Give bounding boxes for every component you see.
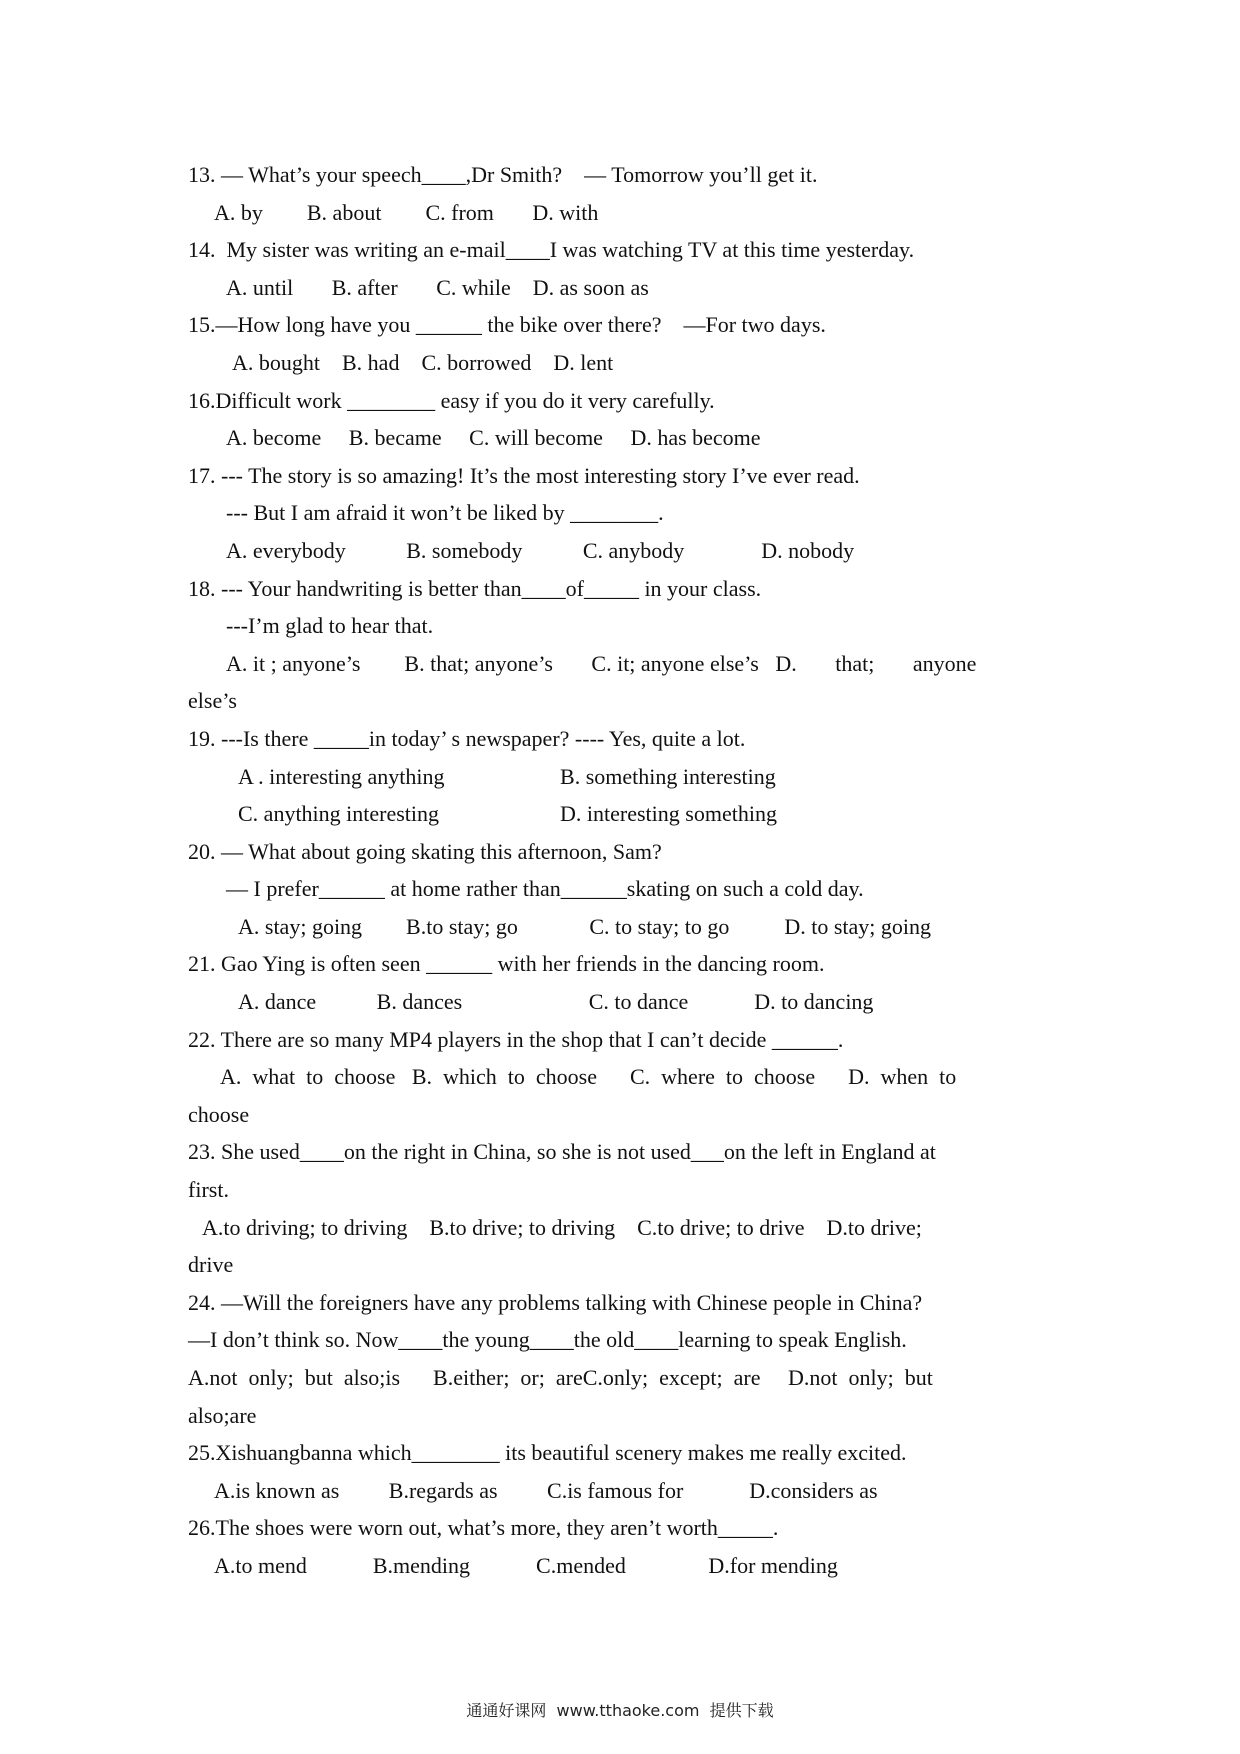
page-footer: 通通好课网 www.tthaoke.com 提供下载: [466, 1701, 774, 1720]
question-26: 26.The shoes were worn out, what’s more, they aren’t worth_____.: [188, 1515, 779, 1541]
options-18-cont: else’s: [188, 688, 237, 714]
options-13: A. by B. about C. from D. with: [214, 199, 599, 225]
options-19-ab: A . interesting anything B. something interesting: [238, 763, 776, 789]
options-16: A. become B. became C. will become D. has become: [226, 425, 761, 451]
question-20-reply: — I prefer______ at home rather than______skating on such a cold day.: [226, 876, 864, 902]
options-26: A.to mend B.mending C.mended D.for mending: [214, 1552, 838, 1578]
options-20: A. stay; going B.to stay; go C. to stay; to go D. to stay; going: [238, 913, 931, 939]
question-21: 21. Gao Ying is often seen ______ with her friends in the dancing room.: [188, 951, 825, 977]
options-23: A.to driving; to driving B.to drive; to driving C.to drive; to drive D.to drive;: [202, 1214, 922, 1240]
options-23-cont: drive: [188, 1252, 234, 1278]
options-17: A. everybody B. somebody C. anybody D. nobody: [226, 537, 855, 563]
options-22-cont: choose: [188, 1101, 250, 1127]
question-20: 20. — What about going skating this afternoon, Sam?: [188, 838, 662, 864]
options-15: A. bought B. had C. borrowed D. lent: [232, 349, 614, 375]
question-24: 24. —Will the foreigners have any problems talking with Chinese people in China?: [188, 1289, 923, 1315]
question-15: 15.—How long have you ______ the bike over there? —For two days.: [188, 312, 826, 338]
options-21: A. dance B. dances C. to dance D. to dancing: [238, 989, 874, 1015]
options-24-cont: also;are: [188, 1402, 257, 1428]
question-list: [188, 156, 1066, 1585]
question-25: 25.Xishuangbanna which________ its beautiful scenery makes me really excited.: [188, 1440, 907, 1466]
options-25: A.is known as B.regards as C.is famous for D.considers as: [214, 1477, 878, 1503]
options-18: A. it ; anyone’s B. that; anyone’s C. it; anyone else’s D. that; anyone: [226, 650, 977, 676]
question-17: 17. --- The story is so amazing! It’s the most interesting story I’ve ever read.: [188, 462, 860, 488]
options-14: A. until B. after C. while D. as soon as: [226, 274, 649, 300]
question-18: 18. --- Your handwriting is better than____of_____ in your class.: [188, 575, 762, 601]
question-22: 22. There are so many MP4 players in the shop that I can’t decide ______.: [188, 1026, 844, 1052]
question-23-cont: first.: [188, 1177, 229, 1203]
question-19: 19. ---Is there _____in today’ s newspaper? ---- Yes, quite a lot.: [188, 725, 746, 751]
question-17-reply: --- But I am afraid it won’t be liked by ________.: [226, 500, 664, 526]
question-16: 16.Difficult work ________ easy if you do it very carefully.: [188, 387, 715, 413]
question-13: 13. — What’s your speech____,Dr Smith? — Tomorrow you’ll get it.: [188, 162, 818, 187]
question-14: 14. My sister was writing an e-mail____I was watching TV at this time yesterday.: [188, 237, 915, 263]
options-24: A.not only; but also;is B.either; or; areC.only; except; are D.not only; but: [188, 1365, 933, 1390]
options-22: A. what to choose B. which to choose C. where to choose D. when to: [220, 1064, 957, 1090]
question-18-reply: ---I’m glad to hear that.: [226, 613, 434, 639]
question-23: 23. She used____on the right in China, so she is not used___on the left in England at: [188, 1139, 936, 1165]
options-19-cd: C. anything interesting D. interesting something: [238, 801, 777, 827]
question-24-reply: —I don’t think so. Now____the young____the old____learning to speak English.: [188, 1327, 907, 1353]
